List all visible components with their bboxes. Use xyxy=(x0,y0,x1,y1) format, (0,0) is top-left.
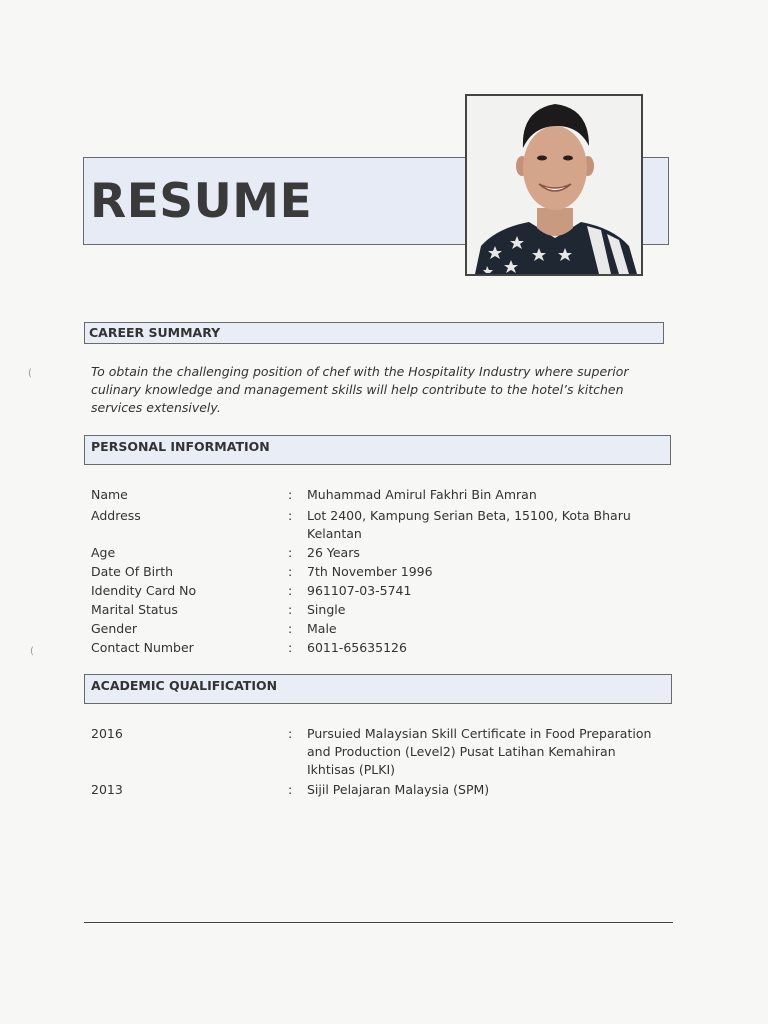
career-summary-text: To obtain the challenging position of chef with the Hospitality Industry where superior culinary knowledge and management skills will help contribute to the hotel’s kitchen services extensively. xyxy=(91,364,629,415)
profile-photo xyxy=(465,94,643,276)
info-separator: : xyxy=(288,508,293,523)
academic-year: 2016 xyxy=(91,726,123,741)
footer-divider xyxy=(84,922,673,923)
info-label: Name xyxy=(91,487,128,502)
academic-separator: : xyxy=(288,782,293,797)
info-separator: : xyxy=(288,564,293,579)
info-separator: : xyxy=(288,640,293,655)
academic-year: 2013 xyxy=(91,782,123,797)
info-value: Muhammad Amirul Fakhri Bin Amran xyxy=(307,487,537,502)
career-summary-heading: CAREER SUMMARY xyxy=(89,325,221,340)
info-separator: : xyxy=(288,583,293,598)
personal-info-heading: PERSONAL INFORMATION xyxy=(91,439,270,454)
person-photo-icon xyxy=(467,96,641,274)
info-separator: : xyxy=(288,621,293,636)
info-label: Age xyxy=(91,545,116,560)
info-separator: : xyxy=(288,545,293,560)
info-value: 7th November 1996 xyxy=(307,564,433,579)
academic-value: Pursuied Malaysian Skill Certificate in Food Preparation and Production (Level2) Pusat Latihan Kemahiran Ikhtisas (PLKI) xyxy=(307,726,652,777)
info-label: Date Of Birth xyxy=(91,564,174,579)
info-value: Male xyxy=(307,621,337,636)
info-label: Idendity Card No xyxy=(91,583,197,598)
info-separator: : xyxy=(288,602,293,617)
info-value: 961107-03-5741 xyxy=(307,583,412,598)
academic-value: Sijil Pelajaran Malaysia (SPM) xyxy=(307,782,490,797)
info-label: Contact Number xyxy=(91,640,194,655)
scan-speck: ( xyxy=(30,646,34,657)
academic-heading: ACADEMIC QUALIFICATION xyxy=(91,678,278,693)
info-value: 26 Years xyxy=(307,545,360,560)
info-label: Marital Status xyxy=(91,602,178,617)
page-title: RESUME xyxy=(90,174,313,229)
info-separator: : xyxy=(288,487,293,502)
info-label: Address xyxy=(91,508,141,523)
info-value: 6011-65635126 xyxy=(307,640,407,655)
info-value: Lot 2400, Kampung Serian Beta, 15100, Kota Bharu Kelantan xyxy=(307,508,631,541)
scan-speck: ( xyxy=(28,368,32,379)
academic-separator: : xyxy=(288,726,293,741)
info-label: Gender xyxy=(91,621,138,636)
info-value: Single xyxy=(307,602,346,617)
